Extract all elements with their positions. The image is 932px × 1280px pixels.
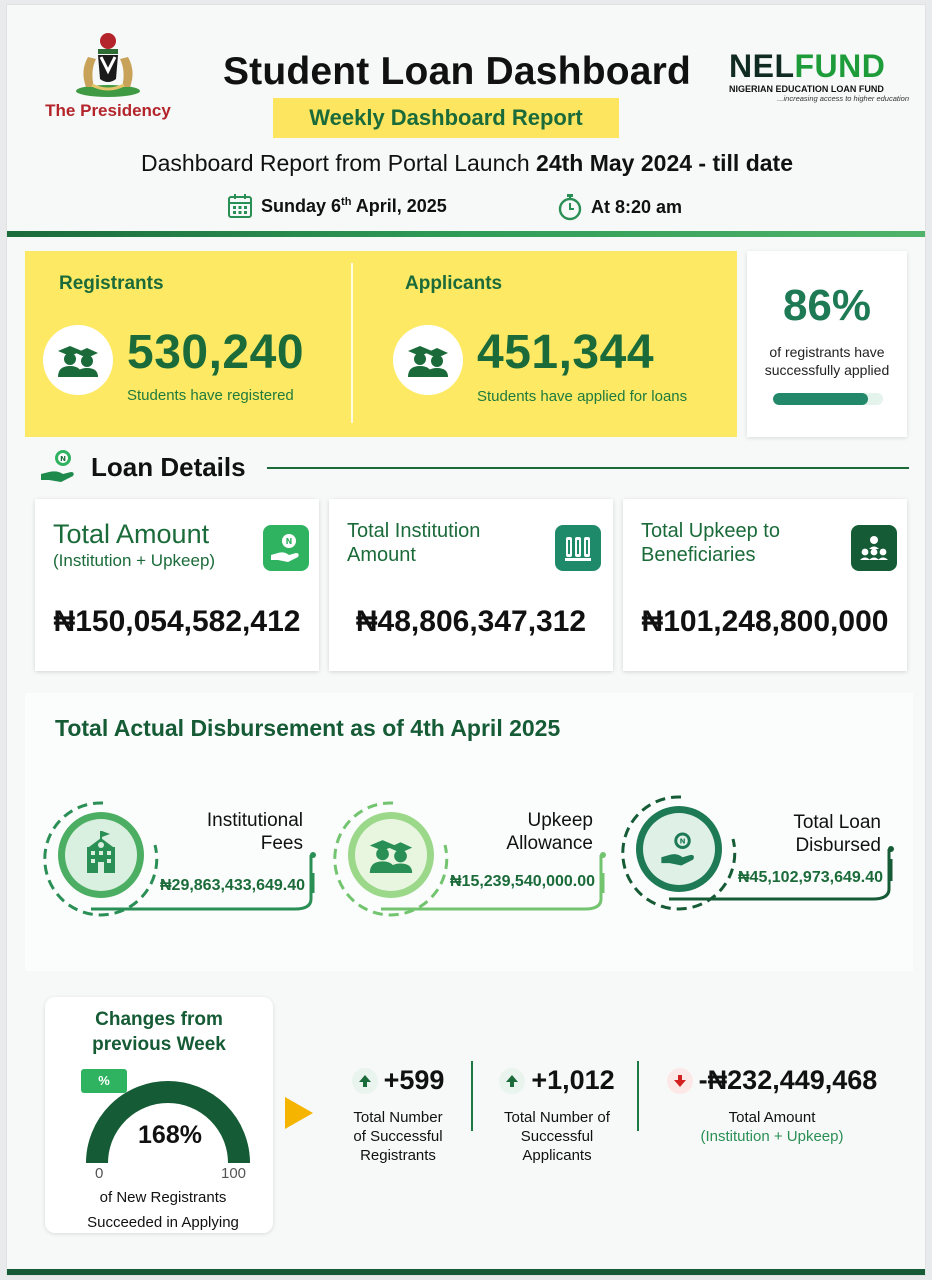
percent-badge: % [81,1069,127,1093]
applicants-value: 451,344 [477,326,655,379]
card-amount: ₦101,248,800,000 [641,605,889,638]
summary-divider [351,263,353,423]
dashboard-page [6,4,926,1276]
report-time [557,193,682,221]
graduates-icon [54,343,102,377]
card-subtitle: (Institution + Upkeep) [53,551,216,570]
svg-text:N: N [60,455,66,463]
success-rate-sub: of registrants have successfully applied [764,344,890,378]
registrants-value: 530,240 [127,326,305,379]
delta-value: +1,012 [531,1065,615,1095]
disbursement-amount: ₦29,863,433,649.40 [159,877,305,894]
weekly-report-badge: Weekly Dashboard Report [273,98,619,138]
launch-prefix: Dashboard Report from Portal Launch [141,150,537,176]
date-rest: April, 2025 [351,195,447,216]
disbursement-label: Upkeep Allowance [506,810,593,854]
play-arrow-icon [285,1097,313,1129]
disbursement-amount: ₦45,102,973,649.40 [737,869,883,886]
date-day: Sunday 6 [261,195,342,216]
delta-registrants [323,1065,473,1165]
registrants-avatar [43,325,113,395]
graduates-icon [404,343,452,377]
gauge-max: 100 [221,1165,247,1182]
card-amount: ₦150,054,582,412 [53,605,301,638]
disbursement-upkeep-allowance [333,795,609,925]
hand-naira-icon [263,525,309,571]
loan-details-heading [39,447,246,487]
people-network-icon [851,525,897,571]
disbursement-institutional-fees [43,795,319,925]
arrow-up-icon [352,1068,378,1094]
registrants-sub: Students have registered [127,387,294,404]
presidency-label: The Presidency [45,101,171,120]
arrow-up-icon [499,1068,525,1094]
card-title: Total Institution Amount [347,520,481,566]
disbursement-label: Institutional Fees [206,810,303,854]
logo-part-nel: NEL [729,48,795,84]
institution-amount-card [329,499,613,671]
changes-title: Changes from previous Week [92,1009,226,1055]
report-dateline [227,193,727,223]
delta-label: Total Number of Successful Applicants [504,1109,610,1164]
success-rate-bar [773,393,883,405]
logo-fullname: NIGERIAN EDUCATION LOAN FUND [729,84,884,94]
card-title: Total Amount [53,519,210,549]
delta-label: Total Amount [728,1109,816,1126]
disbursement-total-loan [621,795,897,925]
card-title: Total Upkeep to Beneficiaries [641,520,780,566]
applicants-sub: Students have applied for loans [477,388,688,405]
arrow-down-icon [667,1068,693,1094]
success-rate-fill [773,393,868,405]
disbursement-title: Total Actual Disbursement as of 4th April 2025 [55,715,561,741]
date-ordinal: th [341,195,352,208]
delta-sublabel: (Institution + Upkeep) [700,1128,844,1145]
card-amount: ₦48,806,347,312 [355,605,587,638]
school-building-icon [81,831,121,875]
logo-tagline: ...increasing access to higher education [777,94,909,103]
launch-line [67,150,867,177]
footer-bar [7,1269,925,1275]
calendar-icon [227,193,253,219]
applicants-avatar [393,325,463,395]
delta-applicants [481,1065,633,1165]
stopwatch-icon [557,193,583,221]
presidency-logo [33,27,183,121]
loan-details-rule [267,467,909,469]
svg-text:N: N [285,537,293,546]
nelfund-logo [729,49,909,103]
delta-value: +599 [383,1065,445,1095]
coat-of-arms-icon [68,27,148,99]
total-amount-card [35,499,319,671]
success-rate-value: 86% [782,281,872,330]
weekly-changes-card [45,997,273,1233]
summary-panel [25,251,737,437]
page-title: Student Loan Dashboard [222,50,692,93]
hand-coin-icon [39,448,79,486]
hand-naira-icon [657,829,701,869]
report-date [227,193,447,219]
delta-label: Total Number of Successful Registrants [353,1109,443,1164]
launch-date: 24th May 2024 [536,150,693,176]
delta-divider [637,1061,639,1131]
gauge-chart [85,1073,251,1167]
gauge-min: 0 [95,1165,104,1182]
institution-columns-icon [555,525,601,571]
loan-details-title: Loan Details [91,451,246,482]
upkeep-card [623,499,907,671]
header-divider [7,231,925,237]
graduates-icon [365,837,417,873]
delta-divider [471,1061,473,1131]
svg-text:N: N [679,836,686,846]
gauge-caption: of New Registrants Succeeded in Applying [87,1189,239,1231]
gauge-value: 168% [138,1121,202,1149]
disbursement-label: Total Loan Disbursed [793,812,881,856]
logo-part-fund: FUND [794,48,886,84]
delta-value: -₦232,449,468 [698,1065,878,1095]
registrants-label: Registrants [59,273,164,294]
launch-suffix: - till date [692,150,793,176]
applicants-label: Applicants [405,273,503,294]
success-rate-card [747,251,907,437]
delta-total-amount [647,1065,897,1146]
time-text: At 8:20 am [591,196,683,217]
disbursement-amount: ₦15,239,540,000.00 [449,873,595,890]
